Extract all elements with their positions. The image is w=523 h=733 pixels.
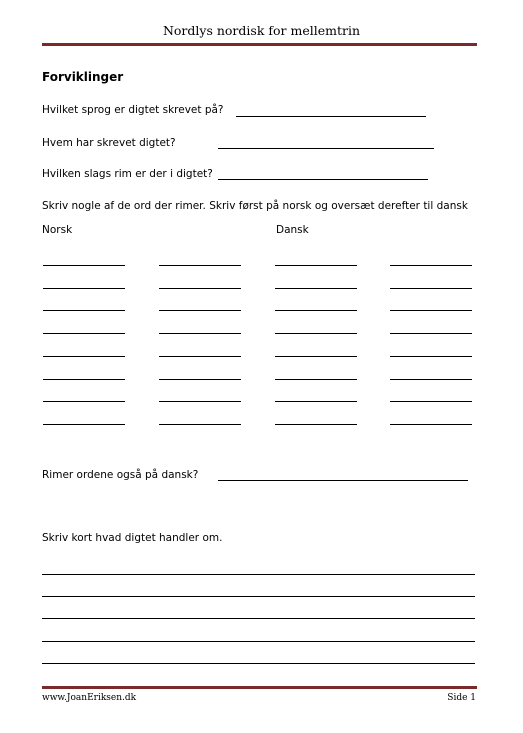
header-divider bbox=[42, 43, 477, 46]
answer-line-author[interactable] bbox=[218, 148, 434, 149]
word-answer-line[interactable] bbox=[275, 288, 357, 289]
word-answer-line[interactable] bbox=[43, 333, 125, 334]
question-rhyme-danish: Rimer ordene også på dansk? bbox=[42, 469, 199, 481]
footer-page-number: Side 1 bbox=[447, 693, 476, 703]
word-answer-line[interactable] bbox=[275, 265, 357, 266]
word-answer-line[interactable] bbox=[43, 424, 125, 425]
word-answer-line[interactable] bbox=[390, 379, 472, 380]
word-answer-line[interactable] bbox=[43, 265, 125, 266]
word-answer-line[interactable] bbox=[390, 310, 472, 311]
question-summary: Skriv kort hvad digtet handler om. bbox=[42, 532, 223, 544]
word-answer-line[interactable] bbox=[43, 288, 125, 289]
word-answer-line[interactable] bbox=[390, 401, 472, 402]
word-answer-line[interactable] bbox=[275, 333, 357, 334]
word-answer-line[interactable] bbox=[159, 310, 241, 311]
question-author: Hvem har skrevet digtet? bbox=[42, 137, 176, 149]
word-answer-line[interactable] bbox=[159, 424, 241, 425]
word-answer-line[interactable] bbox=[159, 401, 241, 402]
summary-answer-line[interactable] bbox=[42, 596, 475, 597]
word-answer-line[interactable] bbox=[390, 424, 472, 425]
word-answer-line[interactable] bbox=[159, 288, 241, 289]
summary-answer-line[interactable] bbox=[42, 663, 475, 664]
word-answer-line[interactable] bbox=[390, 356, 472, 357]
summary-answer-line[interactable] bbox=[42, 641, 475, 642]
column-label-dansk: Dansk bbox=[276, 224, 309, 236]
word-answer-line[interactable] bbox=[275, 379, 357, 380]
word-answer-line[interactable] bbox=[275, 401, 357, 402]
word-answer-line[interactable] bbox=[159, 333, 241, 334]
footer-divider bbox=[42, 686, 477, 689]
word-answer-line[interactable] bbox=[159, 356, 241, 357]
question-rhyme-type: Hvilken slags rim er der i digtet? bbox=[42, 168, 213, 180]
column-label-norsk: Norsk bbox=[42, 224, 73, 236]
question-language: Hvilket sprog er digtet skrevet på? bbox=[42, 104, 224, 116]
word-answer-line[interactable] bbox=[275, 356, 357, 357]
summary-answer-line[interactable] bbox=[42, 618, 475, 619]
answer-line-rhyme-danish[interactable] bbox=[218, 480, 468, 481]
word-answer-line[interactable] bbox=[390, 333, 472, 334]
summary-answer-line[interactable] bbox=[42, 574, 475, 575]
word-answer-line[interactable] bbox=[275, 310, 357, 311]
word-answer-line[interactable] bbox=[159, 379, 241, 380]
word-answer-line[interactable] bbox=[390, 288, 472, 289]
answer-line-rhyme-type[interactable] bbox=[218, 179, 428, 180]
word-answer-line[interactable] bbox=[43, 379, 125, 380]
word-answer-line[interactable] bbox=[159, 265, 241, 266]
word-answer-line[interactable] bbox=[390, 265, 472, 266]
word-answer-line[interactable] bbox=[43, 356, 125, 357]
instruction-rhyming-words: Skriv nogle af de ord der rimer. Skriv først på norsk og oversæt derefter til dansk bbox=[42, 200, 468, 212]
word-answer-line[interactable] bbox=[275, 424, 357, 425]
section-title: Forviklinger bbox=[42, 70, 124, 84]
footer-website: www.JoanEriksen.dk bbox=[42, 693, 137, 703]
answer-line-language[interactable] bbox=[236, 116, 426, 117]
word-answer-line[interactable] bbox=[43, 401, 125, 402]
word-answer-line[interactable] bbox=[43, 310, 125, 311]
page-header-title: Nordlys nordisk for mellemtrin bbox=[162, 23, 361, 38]
